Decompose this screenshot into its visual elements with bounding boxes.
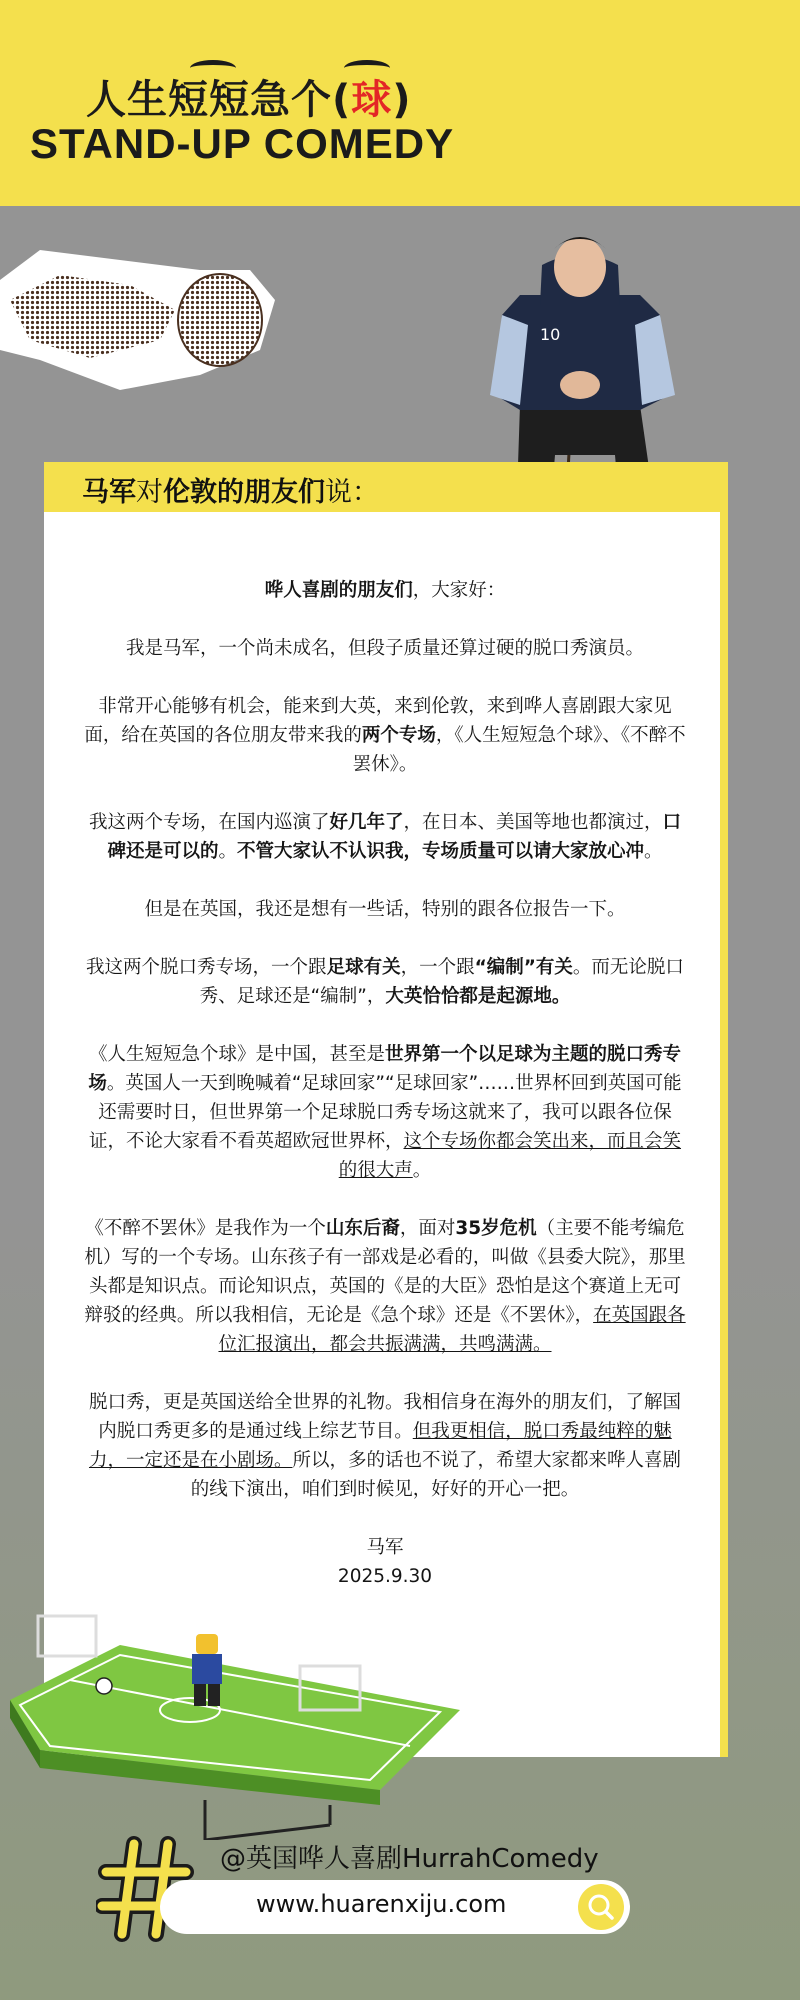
letter-paragraph: 脱口秀，更是英国送给全世界的礼物。我相信身在海外的朋友们，了解国内脱口秀更多的是通过线上综艺节目。但我更相信，脱口秀最纯粹的魅力，一定还是在小剧场。所以，多的话也不说了，希望大家都来哗人喜剧的线下演出，咱们到时候见，好好的开心一把。 <box>88 1392 682 1500</box>
search-icon <box>578 1884 624 1930</box>
title-ball-char: 球 <box>351 77 393 123</box>
social-handle: @英国哗人喜剧HurrahComedy <box>220 1844 599 1874</box>
letter-paragraph: 《不醉不罢休》是我作为一个山东后裔，面对35岁危机（主要不能考编危机）写的一个专场。山东孩子有一部戏是必看的，叫做《县委大院》，那里头都是知识点。而论知识点，英国的《是的大臣》恐怕是这个赛道上无可辩驳的经典。所以我相信，无论是《急个球》还是《不罢休》，在英国跟各位汇报演出，都会共振满满，共鸣满满。 <box>84 1218 686 1355</box>
microphone-illustration <box>0 240 280 400</box>
svg-text:10: 10 <box>540 325 561 344</box>
search-button[interactable] <box>578 1884 624 1930</box>
letter-paragraph: 我这两个脱口秀专场，一个跟足球有关，一个跟“编制”有关。而无论脱口秀、足球还是“编制”，大英恰恰都是起源地。 <box>86 957 684 1007</box>
letter-body <box>82 576 688 1591</box>
page-title-cn: 人生短短急个(球) <box>86 77 412 123</box>
letter-paragraph: 我是马军，一个尚未成名，但段子质量还算过硬的脱口秀演员。 <box>125 638 644 659</box>
header-banner <box>0 0 800 206</box>
letter-paragraph: 我这两个专场，在国内巡演了好几年了，在日本、美国等地也都演过，口碑还是可以的。不管大家认不认识我，专场质量可以请大家放心冲。 <box>88 812 682 862</box>
letter-greeting: 哗人喜剧的朋友们，大家好： <box>264 580 506 601</box>
letter-signature: 马军 2025.9.30 <box>337 1537 433 1587</box>
page-title-en: STAND-UP COMEDY <box>30 120 455 167</box>
letter-paragraph: 《人生短短急个球》是中国，甚至是世界第一个以足球为主题的脱口秀专场。英国人一天到晚喊着“足球回家”“足球回家”……世界杯回到英国可能还需要时日，但世界第一个足球脱口秀专场这就来了，我可以跟各位保证，不论大家看不看英超欧冠世界杯，这个专场你都会笑出来，而且会笑的很大声。 <box>88 1044 682 1181</box>
website-url[interactable]: www.huarenxiju.com <box>256 1890 507 1918</box>
letter-date: 2025.9.30 <box>337 1566 433 1587</box>
letter-paragraph: 非常开心能够有机会，能来到大英，来到伦敦，来到哗人喜剧跟大家见面，给在英国的各位朋友带来我的两个专场，《人生短短急个球》、《不醉不罢休》。 <box>84 696 686 775</box>
url-search-bar[interactable] <box>160 1880 630 1934</box>
letter-paragraph: 但是在英国，我还是想有一些话，特别的跟各位报告一下。 <box>144 899 626 920</box>
football-pitch-illustration <box>0 1600 470 1840</box>
panel-heading: 马军对伦敦的朋友们说： <box>82 477 379 508</box>
